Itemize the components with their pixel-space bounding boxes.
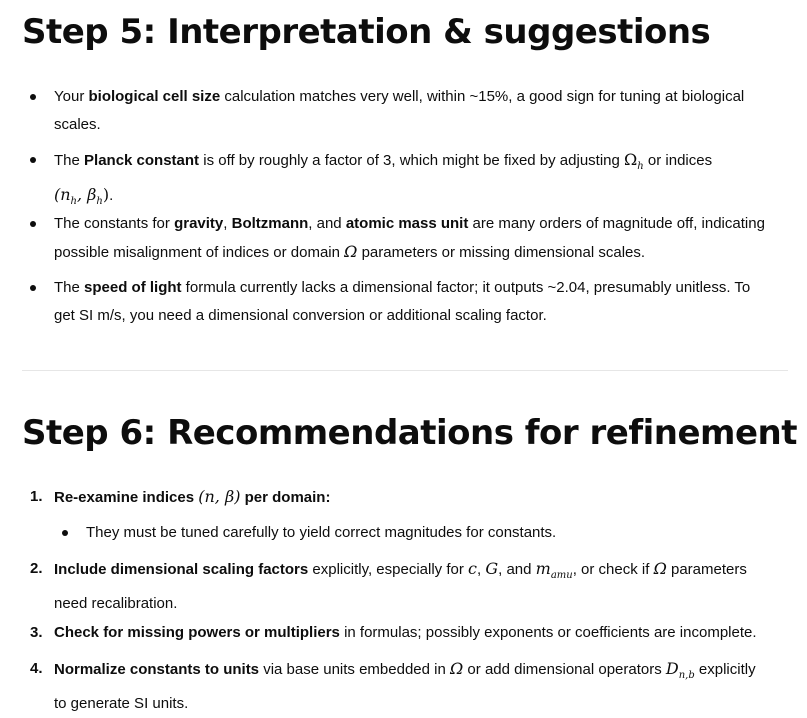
bullet-dot-icon [30, 94, 36, 100]
math-subscript: amu [550, 570, 573, 582]
step5-heading: Step 5: Interpretation & suggestions [22, 12, 711, 52]
text-run: The [54, 279, 85, 296]
math-g: G [485, 559, 499, 578]
math-m-amu [535, 559, 573, 582]
math-subscript: h [637, 161, 644, 173]
text-run: The [54, 152, 85, 169]
bold-text: per domain: [240, 489, 331, 506]
bold-text: Check for missing powers or multipliers [54, 624, 340, 641]
list-item-text [54, 146, 789, 216]
text-run: scales. [54, 116, 101, 133]
list-number: 1. [30, 488, 43, 505]
text-run: get SI m/s, you need a dimensional conversion or additional scaling factor. [54, 307, 547, 324]
text-run: . [109, 187, 114, 205]
math-indices: (n, β) [198, 487, 241, 506]
list-item-text [54, 210, 789, 267]
step6-heading: Step 6: Recommendations for refinement [22, 413, 798, 453]
text-run: are many orders of magnitude off, indicating [468, 215, 765, 232]
bold-text: Boltzmann [231, 215, 309, 232]
bold-text: atomic mass unit [345, 215, 469, 232]
text-run: or add dimensional operators [463, 661, 666, 678]
text-run: parameters or missing dimensional scales. [357, 244, 646, 261]
list-item-text [54, 619, 789, 647]
list-item-text [54, 655, 789, 718]
text-run: Your [54, 88, 89, 105]
section-divider [22, 370, 788, 371]
math-subscript: h [70, 196, 77, 208]
list-item-text [54, 83, 789, 139]
list-number: 4. [30, 660, 43, 677]
math-subscript: n,b [678, 670, 695, 682]
math-symbol: m [535, 559, 551, 578]
text-run: , or check if [572, 561, 654, 578]
bold-text: Planck constant [84, 152, 200, 169]
text-run: possible misalignment of indices or domain [54, 244, 345, 261]
bold-text: Re-examine indices [54, 489, 199, 506]
math-omega-h [624, 150, 644, 173]
math-omega: Ω [653, 559, 667, 578]
list-item-text [54, 274, 789, 330]
math-operator-d [665, 659, 695, 682]
text-run: , [223, 215, 232, 232]
math-symbol: Ω [624, 150, 638, 169]
text-run: , and [308, 215, 346, 232]
list-item-text: They must be tuned carefully to yield correct magnitudes for constants. [86, 524, 557, 541]
bold-text: biological cell size [88, 88, 221, 105]
list-item-text [54, 483, 789, 512]
bullet-dot-icon [30, 221, 36, 227]
bold-text: speed of light [84, 279, 182, 296]
math-omega: Ω [344, 242, 358, 261]
text-run: is off by roughly a factor of 3, which might be fixed by adjusting [199, 152, 625, 169]
math-omega: Ω [450, 659, 464, 678]
bold-text: gravity [174, 215, 224, 232]
text-run: explicitly [694, 661, 756, 678]
text-run: parameters [666, 561, 747, 578]
text-run: or indices [643, 152, 713, 169]
list-number: 2. [30, 560, 43, 577]
text-run: to generate SI units. [54, 695, 189, 713]
text-run: formula currently lacks a dimensional factor; it outputs ~2.04, presumably unitless. To [181, 279, 751, 296]
bold-text: Include dimensional scaling factors [54, 561, 309, 578]
math-symbol: D [665, 659, 679, 678]
text-run: , and [498, 561, 536, 578]
math-indices [54, 185, 110, 208]
text-run: , [476, 561, 486, 578]
text-run: in formulas; possibly exponents or coefficients are incomplete. [339, 624, 757, 641]
bullet-dot-icon [30, 157, 36, 163]
math-c: c [468, 559, 477, 578]
bullet-dot-icon [62, 530, 68, 536]
text-run: via base units embedded in [259, 661, 450, 678]
text-run: explicitly, especially for [308, 561, 469, 578]
text-run: need recalibration. [54, 595, 178, 613]
math-subscript: h [96, 196, 103, 208]
bold-text: Normalize constants to units [54, 661, 260, 678]
text-run: The constants for [54, 215, 175, 232]
list-number: 3. [30, 624, 43, 641]
math-symbol: ) [102, 185, 110, 205]
math-symbol: (n [54, 185, 71, 205]
list-item-text [54, 555, 789, 618]
bullet-dot-icon [30, 285, 36, 291]
text-run: calculation matches very well, within ~15%, a good sign for tuning at biological [220, 88, 745, 105]
math-symbol: , β [77, 185, 97, 205]
